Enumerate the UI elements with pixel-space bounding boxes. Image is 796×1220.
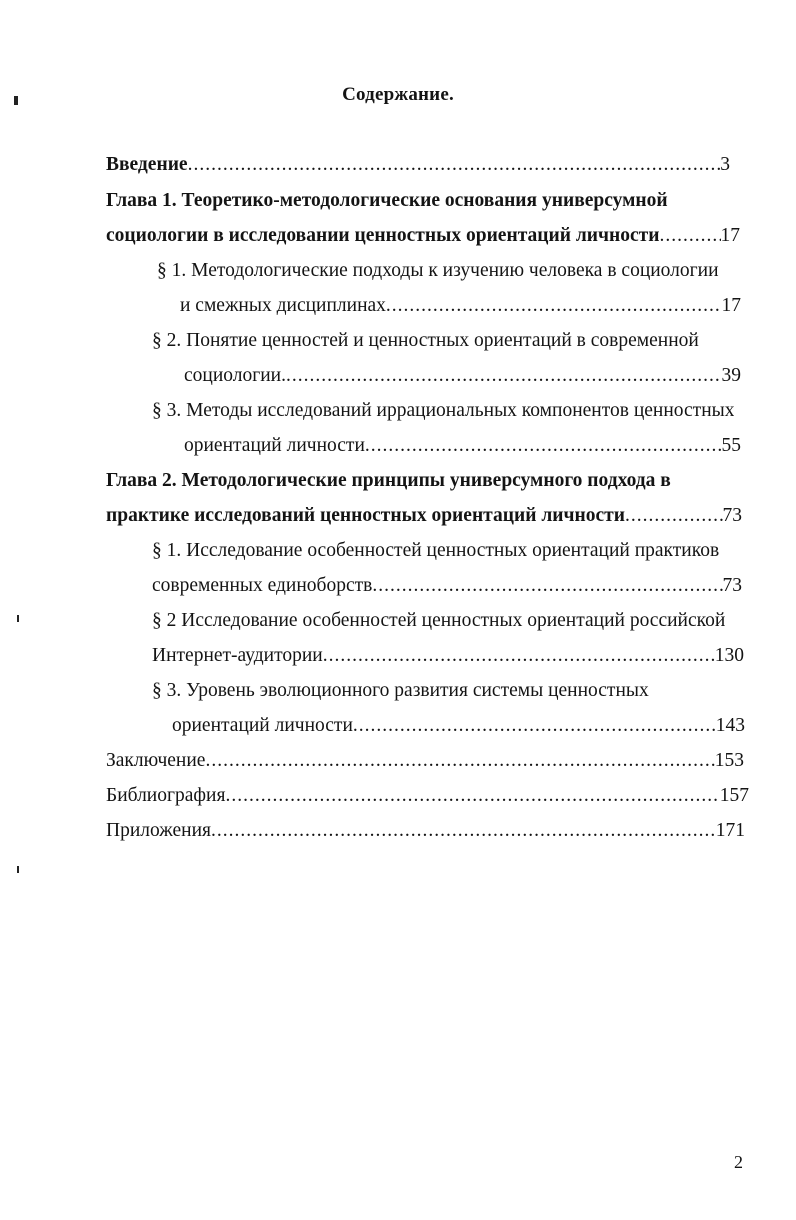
toc-entry-text: § 3. Методы исследований иррациональных компонентов ценностных xyxy=(152,400,735,421)
scan-speck xyxy=(14,96,18,105)
toc-section-1-2[interactable] xyxy=(152,328,699,354)
toc-entry-text: практике исследований ценностных ориентаций личности xyxy=(106,505,625,526)
toc-entry-text: и смежных дисциплинах xyxy=(180,295,386,316)
toc-entry-conclusion[interactable] xyxy=(106,748,744,774)
toc-section-1-3-cont[interactable] xyxy=(184,433,741,459)
leader-dots xyxy=(386,293,722,319)
toc-entry-text: § 1. Исследование особенностей ценностных ориентаций практиков xyxy=(152,540,720,561)
toc-entry-text: Глава 1. Теоретико-методологические основания универсумной xyxy=(106,190,668,211)
toc-page-number: 17 xyxy=(720,225,740,246)
toc-section-2-2-cont[interactable] xyxy=(152,643,744,669)
toc-entry-text: Приложения xyxy=(106,820,211,841)
toc-entry-text: социологии в исследовании ценностных ориентаций личности xyxy=(106,225,660,246)
toc-chapter-2-heading-cont[interactable] xyxy=(106,503,742,529)
toc-entry-introduction[interactable] xyxy=(106,152,730,178)
toc-section-1-2-cont[interactable] xyxy=(184,363,741,389)
page-number: 2 xyxy=(734,1152,743,1172)
toc-page-number: 73 xyxy=(722,575,742,596)
toc-entry-text: ориентаций личности xyxy=(172,715,353,736)
leader-dots xyxy=(323,643,715,669)
leader-dots xyxy=(625,503,723,529)
toc-chapter-1-heading-cont[interactable] xyxy=(106,223,740,249)
toc-entry-text: ориентаций личности xyxy=(184,435,365,456)
toc-section-1-1[interactable] xyxy=(157,258,719,284)
toc-entry-text: § 3. Уровень эволюционного развития системы ценностных xyxy=(152,680,649,701)
toc-entry-text: Интернет-аудитории xyxy=(152,645,323,666)
toc-page-number: 55 xyxy=(721,435,741,456)
leader-dots xyxy=(225,783,719,809)
leader-dots xyxy=(188,152,721,178)
toc-entry-text: Заключение xyxy=(106,750,206,771)
toc-page-number: 39 xyxy=(721,365,741,386)
toc-entry-text: Глава 2. Методологические принципы универсумного подхода в xyxy=(106,470,671,491)
toc-section-2-2[interactable] xyxy=(152,608,725,634)
toc-section-1-3[interactable] xyxy=(152,398,734,424)
toc-page-number: 73 xyxy=(722,505,742,526)
toc-entry-text: § 2 Исследование особенностей ценностных ориентаций российской xyxy=(152,610,726,631)
toc-section-1-1-cont[interactable] xyxy=(180,293,741,319)
leader-dots xyxy=(659,223,720,249)
leader-dots xyxy=(211,818,716,844)
leader-dots xyxy=(372,573,722,599)
toc-page-number: 171 xyxy=(715,820,745,841)
toc-chapter-2-heading[interactable] xyxy=(106,468,671,494)
toc-entry-text: современных единоборств xyxy=(152,575,373,596)
toc-page-number: 143 xyxy=(715,715,745,736)
leader-dots xyxy=(353,713,716,739)
leader-dots xyxy=(205,748,714,774)
toc-section-2-3-cont[interactable] xyxy=(172,713,745,739)
toc-entry-text: социологии. xyxy=(184,365,286,386)
scan-speck xyxy=(17,615,19,622)
toc-section-2-1-cont[interactable] xyxy=(152,573,742,599)
toc-section-2-1[interactable] xyxy=(152,538,719,564)
toc-entry-bibliography[interactable] xyxy=(106,783,749,809)
toc-entry-appendices[interactable] xyxy=(106,818,745,844)
toc-page-number: 3 xyxy=(720,154,730,175)
leader-dots xyxy=(286,363,722,389)
leader-dots xyxy=(365,433,722,459)
scan-speck xyxy=(17,866,19,873)
toc-chapter-1-heading[interactable] xyxy=(106,188,668,214)
toc-entry-text: § 1. Методологические подходы к изучению человека в социологии xyxy=(157,260,719,281)
toc-entry-text: Введение xyxy=(106,154,188,175)
toc-page-number: 130 xyxy=(714,645,744,666)
toc-page-number: 153 xyxy=(714,750,744,771)
toc-section-2-3[interactable] xyxy=(152,678,649,704)
toc-entry-text: § 2. Понятие ценностей и ценностных ориентаций в современной xyxy=(152,330,699,351)
toc-page-number: 17 xyxy=(721,295,741,316)
toc-entry-text: Библиография xyxy=(106,785,226,806)
page-title: Содержание. xyxy=(342,84,454,105)
toc-page-number: 157 xyxy=(719,785,749,806)
